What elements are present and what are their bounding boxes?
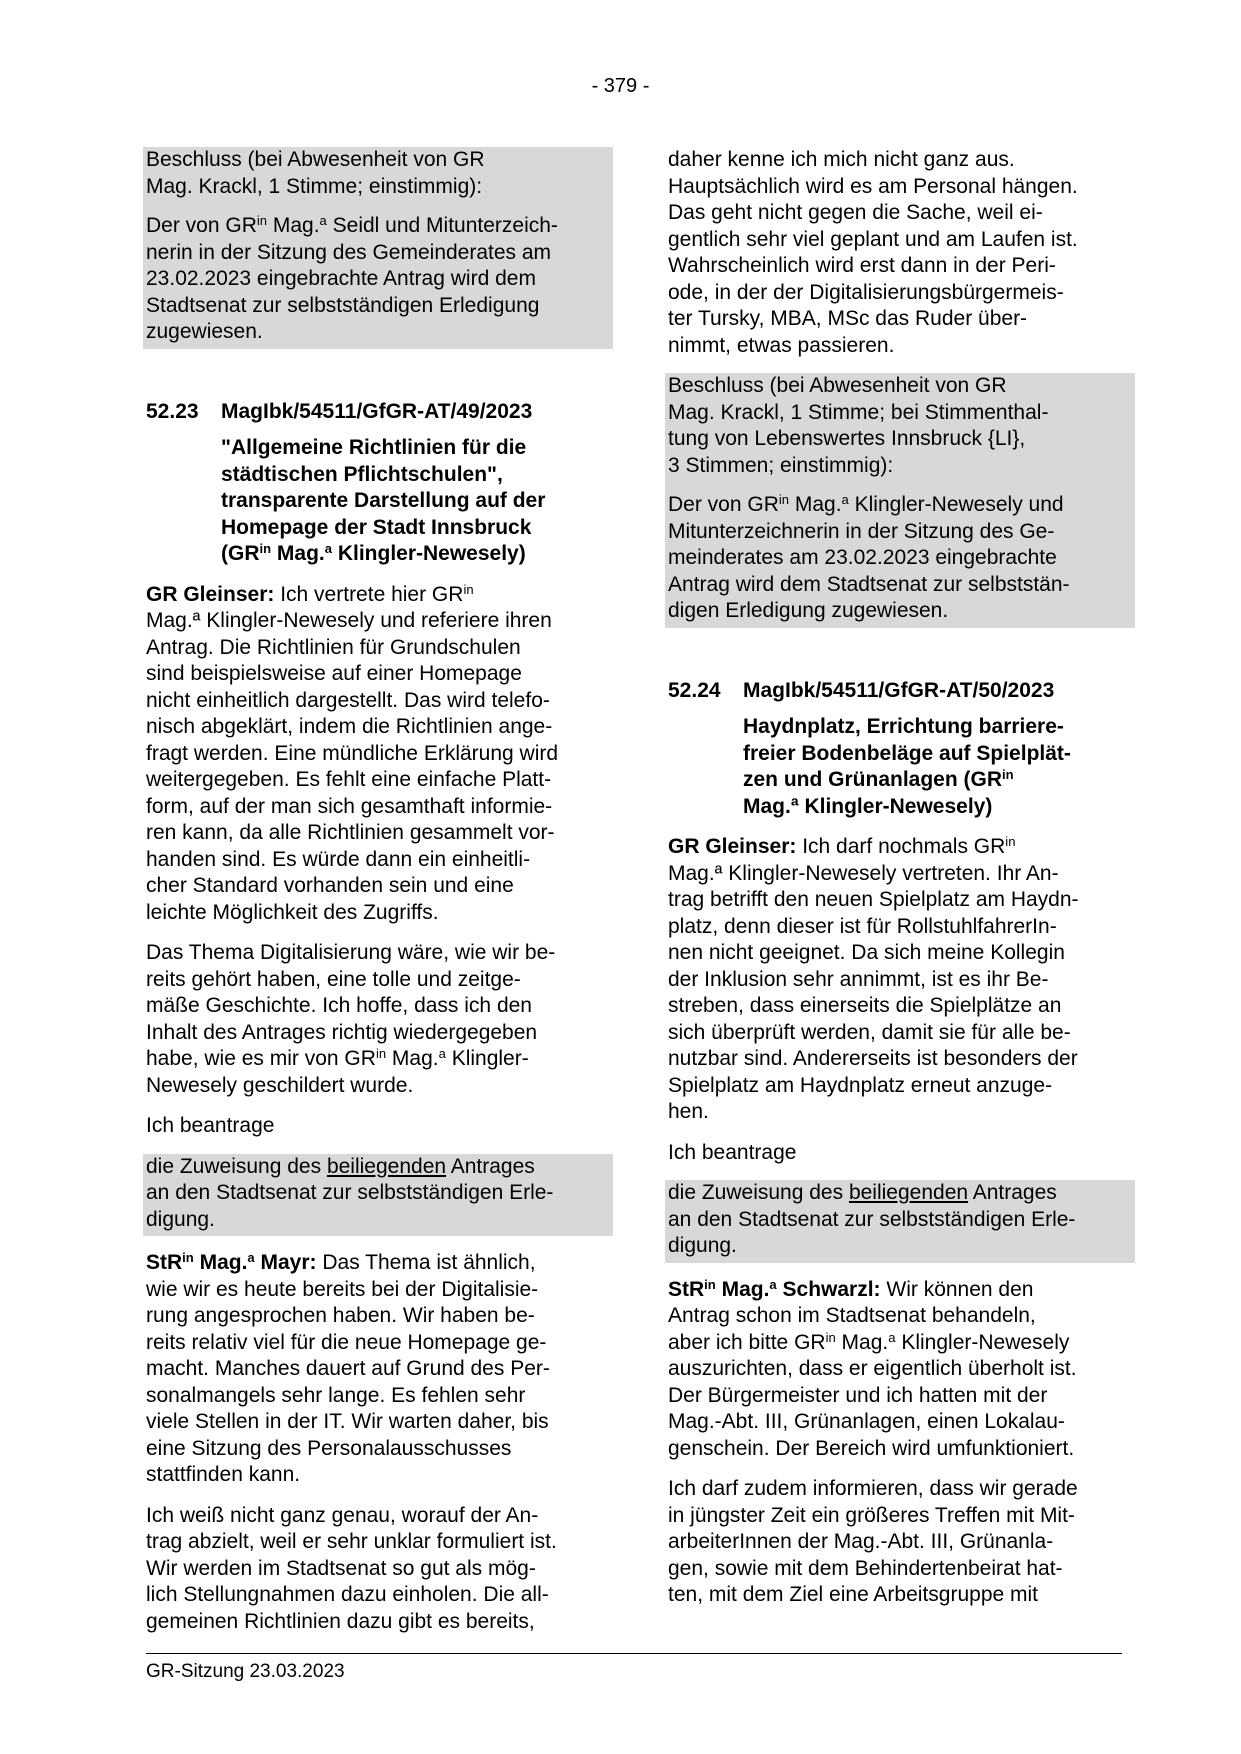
agenda-item-code: MagIbk/54511/GfGR-AT/49/2023	[221, 399, 533, 423]
right-column	[668, 147, 1132, 1623]
resolution-heading: Beschluss (bei Abwesenheit von GR Mag. Krackl, 1 Stimme; einstimmig):	[146, 148, 485, 198]
speaker-name: StR$^{in}$ Mag.$^a$ Mayr:	[146, 1249, 317, 1274]
motion-text: die Zuweisung des beiliegenden Antrages an den Stadtsenat zur selbstständigen Erle- digung.	[668, 1181, 1076, 1257]
speech-paragraph: StR$^{in}$ Mag.$^a$ Mayr: Das Thema ist ähnlich, wie wir es heute bereits bei der Digitalisie- rung angesprochen haben. Wir haben be- reits relativ viel für die neue Homepage ge- macht. Manches dauert auf Grund des Per- sonalmangels sehr lange. Es fehlen sehr viele Stellen in der IT. Wir warten daher, bis eine Sitzung des Personalausschusses stattfinden kann.	[146, 1249, 550, 1486]
resolution-box	[143, 147, 613, 349]
resolution-text: Der von $GR^{in}$ Mag.$^a$ Klingler-Newesely und Mitunterzeichnerin in der Sitzung des Ge- meinderates am 23.02.2023 eingebrachte Antrag wird dem Stadtsenat zur selbststän- digen Erledigung zugewiesen.	[668, 491, 1070, 622]
agenda-item-code: MagIbk/54511/GfGR-AT/50/2023	[743, 678, 1055, 702]
agenda-item-number: 52.23	[146, 399, 199, 423]
resolution-text: Der von $GR^{in}$ Mag.$^a$ Seidl und Mitunterzeich- nerin in der Sitzung des Gemeinderates am 23.02.2023 eingebrachte Antrag wird dem Stadtsenat zur selbstständigen Erledigung zugewiesen.	[146, 212, 558, 343]
speaker-name: GR Gleinser:	[146, 582, 275, 606]
agenda-item-number: 52.24	[668, 678, 721, 702]
speaker-name: GR Gleinser:	[668, 835, 797, 858]
motion-intro: Ich beantrage	[668, 1140, 797, 1164]
speech-paragraph: Ich darf zudem informieren, dass wir gerade in jüngster Zeit ein größeres Treffen mit Mit- arbeiterInnen der Mag.-Abt. III, Grünanla- gen, sowie mit dem Behindertenbeirat hat- ten, mit dem Ziel eine Arbeitsgruppe mit	[668, 1477, 1078, 1606]
speech-paragraph: Ich weiß nicht ganz genau, worauf der An- trag abzielt, weil er sehr unklar formuliert ist. Wir werden im Stadtsenat so gut als mög- lich Stellungnahmen dazu einholen. Die all- gemeinen Richtlinien dazu gibt es bereits,	[146, 1503, 557, 1633]
agenda-item-heading	[668, 678, 1132, 705]
motion-intro: Ich beantrage	[146, 1114, 275, 1137]
left-column	[146, 147, 610, 1649]
agenda-item-title: "Allgemeine Richtlinien für die städtischen Pflichtschulen", transparente Darstellung auf der Homepage der Stadt Innsbruck ($GR^{in}$ Mag.$^a$ Klingler-Newesely)	[221, 436, 546, 565]
motion-text: die Zuweisung des beiliegenden Antrages an den Stadtsenat zur selbstständigen Erle- digung.	[146, 1154, 554, 1231]
speech-paragraph: daher kenne ich mich nicht ganz aus. Hauptsächlich wird es am Personal hängen. Das geht nicht gegen die Sache, weil ei- gentlich sehr viel geplant und am Laufen ist. Wahrscheinlich wird erst dann in der Peri- ode, in der der Digitalisierungsbürgermeis- ter Tursky, MBA, MSc das Ruder über- nimmt, etwas passieren.	[668, 148, 1078, 357]
footer-divider	[146, 1653, 1122, 1654]
speech-paragraph: GR Gleinser: Ich darf nochmals $GR^{in}$ Mag.ª Klingler-Newesely vertreten. Ihr An- trag betrifft den neuen Spielplatz am Haydn- platz, denn dieser ist für RollstuhlfahrerIn- nen nicht geeignet. Da sich meine Kollegin der Inklusion sehr annimmt, ist es ihr Be- streben, dass einerseits die Spielplätze an sich überprüft werden, damit sie für alle be- nutzbar sind. Andererseits ist besonders der Spielplatz am Haydnplatz erneut anzuge- hen.	[668, 833, 1079, 1123]
speech-paragraph: StR$^{in}$ Mag.$^a$ Schwarzl: Wir können den Antrag schon im Stadtsenat behandeln, aber ich bitte $GR^{in}$ Mag.$^a$ Klingler-Newesely auszurichten, dass er eigentlich überholt ist. Der Bürgermeister und ich hatten mit der Mag.-Abt. III, Grünanlagen, einen Lokalau- genschein. Der Bereich wird umfunktioniert.	[668, 1276, 1077, 1460]
motion-box	[665, 1180, 1135, 1263]
motion-box	[143, 1154, 613, 1237]
speaker-name: StR$^{in}$ Mag.$^a$ Schwarzl:	[668, 1276, 881, 1301]
resolution-heading: Beschluss (bei Abwesenheit von GR Mag. Krackl, 1 Stimme; bei Stimmenthal- tung von Lebenswertes Innsbruck {LI}, 3 Stimmen; einstimmig):	[668, 374, 1049, 477]
footer-text: GR-Sitzung 23.03.2023	[146, 1661, 345, 1682]
resolution-box	[665, 373, 1135, 628]
page-number: - 379 -	[591, 75, 650, 97]
agenda-item-heading	[146, 399, 610, 426]
agenda-item-title: Haydnplatz, Errichtung barriere- freier Bodenbeläge auf Spielplät- zen und Grünanlagen ($GR^{in}$ Mag.ª Klingler-Newesely)	[743, 715, 1071, 818]
speech-paragraph: GR Gleinser: Ich vertrete hier $GR^{in}$ Mag.ª Klingler-Newesely und referiere ihren Antrag. Die Richtlinien für Grundschulen sind beispielsweise auf einer Homepage nicht einheitlich dargestellt. Das wird telefo- nisch abgeklärt, indem die Richtlinien ange- fragt werden. Eine mündliche Erklärung wird weitergegeben. Es fehlt eine einfache Platt- form, auf der man sich gesamthaft informie- ren kann, da alle Richtlinien gesammelt vor- handen sind. Es würde dann ein einheitli- cher Standard vorhanden sein und eine leichte Möglichkeit des Zugriffs.	[146, 581, 559, 924]
speech-paragraph: Das Thema Digitalisierung wäre, wie wir be- reits gehört haben, eine tolle und zeitge- mäße Geschichte. Ich hoffe, dass ich den Inhalt des Antrages richtig wiedergegeben habe, wie es mir von $GR^{in}$ Mag.$^a$ Klingler- Newesely geschildert wurde.	[146, 941, 556, 1097]
